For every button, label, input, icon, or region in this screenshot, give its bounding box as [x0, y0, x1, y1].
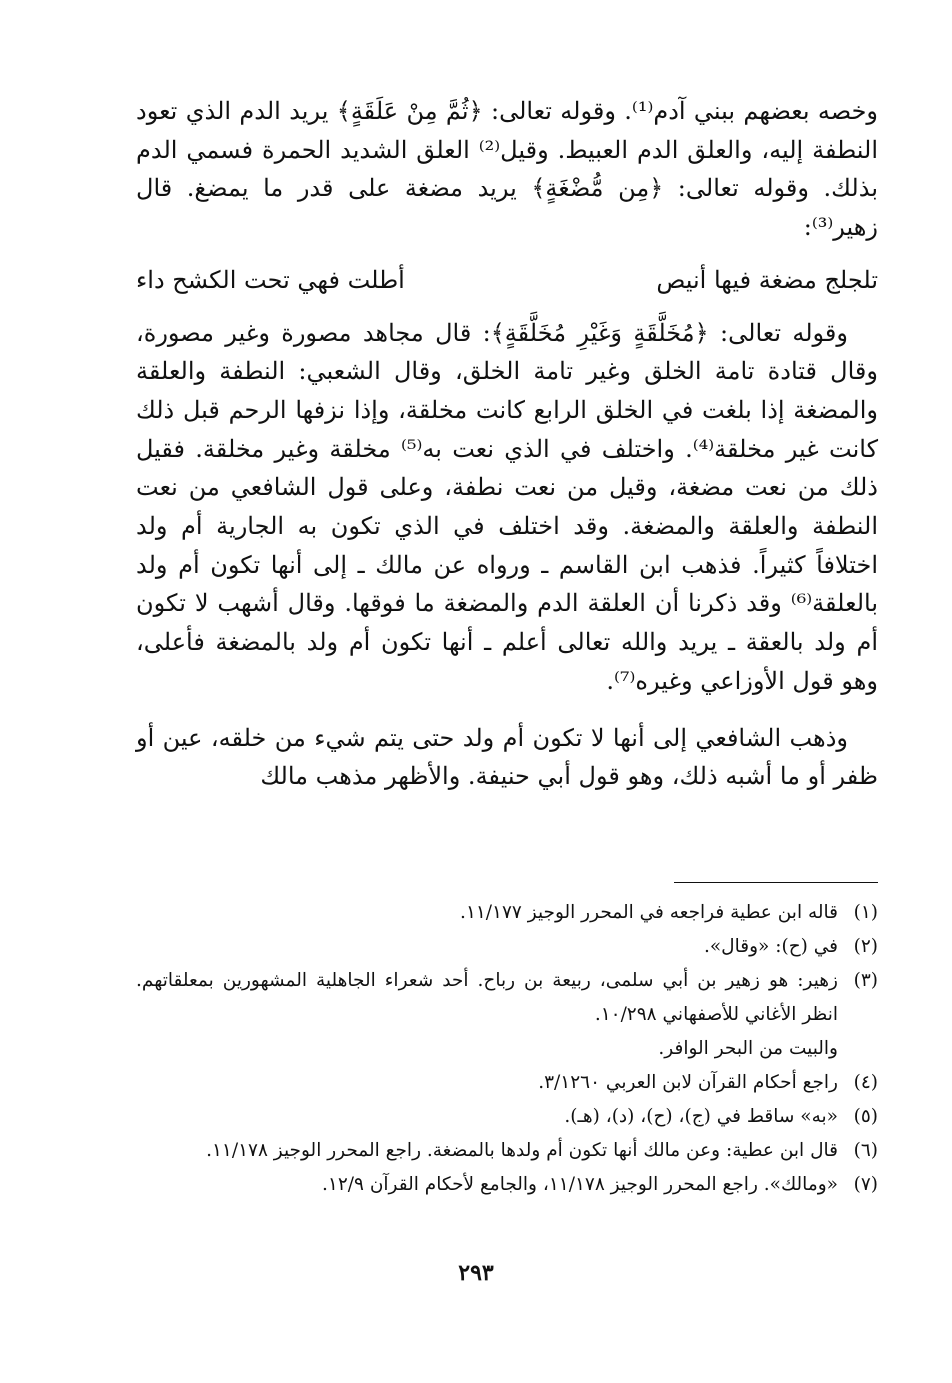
page-number: ٢٩٣	[458, 1260, 494, 1286]
footnote-item	[136, 964, 878, 1032]
paragraph-2: وقوله تعالى: ﴿مُخَلَّقَةٍ وَغَيْرِ مُخَلَّقَةٍ﴾: قال مجاهد مصورة وغير مصورة، وقال قتادة تامة الخلق وغير تامة الخلق، وقال الشعبي: النطفة والعلقة والمضغة إذا بلغت في الخلق الرابع كانت مخلقة، وإذا نزفها الرحم قبل ذلك كانت غير مخلقة⁽⁴⁾. واختلف في الذي نعت به⁽⁵⁾ مخلقة وغير مخلقة. فقيل ذلك من نعت مضغة، وقيل من نعت نطفة، وعلى قول الشافعي من نعت النطفة والعلقة والمضغة. وقد اختلف في الذي تكون به الجارية أم ولد اختلافاً كثيراً. فذهب ابن القاسم ـ ورواه عن مالك ـ إلى أنها تكون أم ولد بالعلقة⁽⁶⁾ وقد ذكرنا أن العلقة الدم والمضغة ما فوقها. وقال أشهب لا تكون أم ولد بالعقة ـ يريد والله تعالى أعلم ـ أنها تكون أم ولد بالمضغة فأعلى، وهو قول الأوزاعي وغيره⁽⁷⁾.	[136, 318, 878, 695]
footnote-item	[136, 930, 878, 964]
footnote-item	[136, 1134, 878, 1168]
main-text	[136, 92, 878, 796]
footnote-text: قال ابن عطية: وعن مالك أنها تكون أم ولدها بالمضغة. راجع المحرر الوجيز ١١/١٧٨.	[206, 1140, 838, 1161]
poem-first-hemistich: تلجلج مضغة فيها أنيص	[656, 265, 878, 294]
footnote-item	[136, 896, 878, 930]
footnote-number: (٥)	[853, 1106, 878, 1127]
footnote-number: (٣)	[853, 970, 878, 991]
footnote-item	[136, 1168, 878, 1202]
footnote-number: (٦)	[853, 1140, 878, 1161]
footnote-number: (١)	[853, 902, 878, 923]
footnote-text: والبيت من البحر الوافر.	[658, 1038, 838, 1059]
footnote-text: «ومالك». راجع المحرر الوجيز ١١/١٧٨، والجامع لأحكام القرآن ١٢/٩.	[322, 1174, 838, 1195]
footnotes	[136, 896, 878, 1202]
footnote-text: راجع أحكام القرآن لابن العربي ٣/١٢٦٠.	[538, 1072, 838, 1093]
paragraph-3: وذهب الشافعي إلى أنها لا تكون أم ولد حتى يتم شيء من خلقه، عين أو ظفر أو ما أشبه ذلك، وهو قول أبي حنيفة. والأظهر مذهب مالك	[136, 723, 878, 791]
footnote-number: (٧)	[853, 1174, 878, 1195]
footnote-item	[136, 1100, 878, 1134]
footnote-text: قاله ابن عطية فراجعه في المحرر الوجيز ١١/١٧٧.	[460, 902, 838, 923]
footnote-divider	[674, 882, 878, 883]
poem-second-hemistich: أطلت فهي تحت الكشح داء	[136, 265, 405, 294]
paragraph-1: وخصه بعضهم ببني آدم⁽¹⁾. وقوله تعالى: ﴿ثُمَّ مِنْ عَلَقَةٍ﴾ يريد الدم الذي تعود النطفة إليه، والعلق الدم العبيط. وقيل⁽²⁾ العلق الشديد الحمرة فسمي الدم بذلك. وقوله تعالى: ﴿مِن مُّضْغَةٍ﴾ يريد مضغة على قدر ما يمضغ. قال زهير⁽³⁾:	[136, 97, 879, 242]
footnote-item	[136, 1066, 878, 1100]
footnote-number: (٢)	[853, 936, 878, 957]
footnote-number: (٤)	[853, 1072, 878, 1093]
footnote-text: «به» ساقط في (ج)، (ح)، (د)، (هـ).	[564, 1106, 838, 1127]
poem-verse	[136, 261, 878, 300]
footnote-text: في (ح): «وقال».	[703, 936, 838, 957]
footnote-item	[136, 1032, 878, 1066]
footnote-text: زهير: هو زهير بن أبي سلمى، ربيعة بن رباح. أحد شعراء الجاهلية المشهورين بمعلقاتهم. انظر الأغاني للأصفهاني ١٠/٢٩٨.	[136, 970, 838, 1025]
